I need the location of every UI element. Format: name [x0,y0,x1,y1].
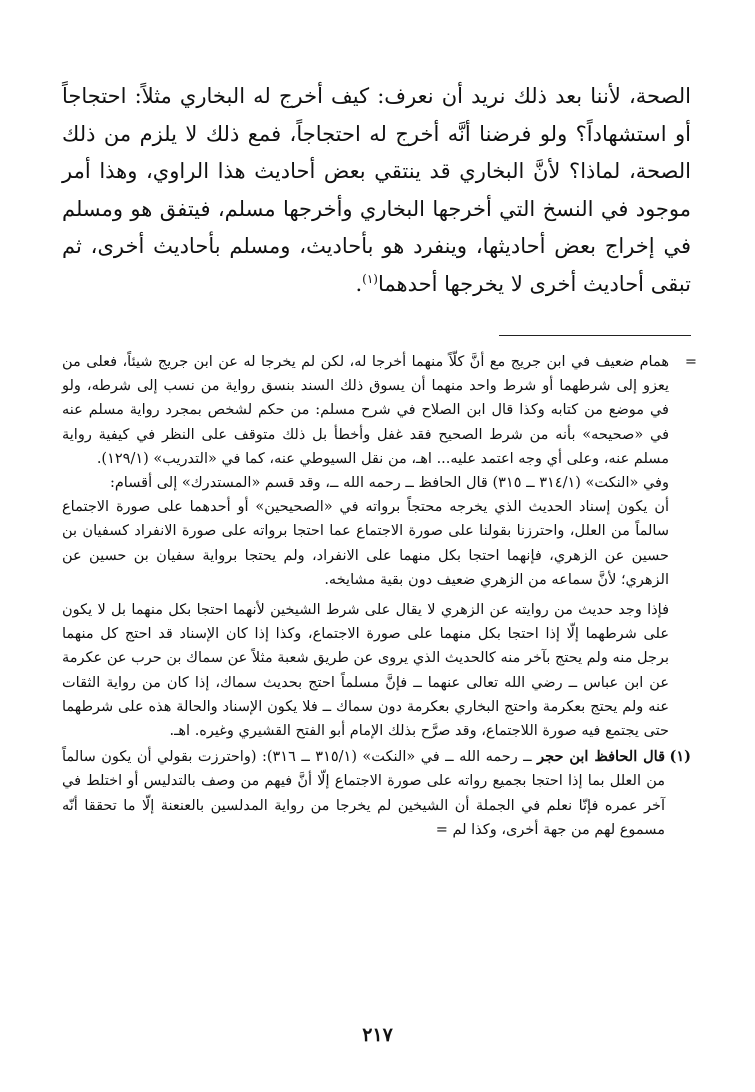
footnote-lead: قال الحافظ ابن حجر [537,748,666,766]
main-paragraph [62,78,691,303]
page-number: ٢١٧ [362,1024,393,1046]
main-text: الصحة، لأننا بعد ذلك نريد أن نعرف: كيف أخرج له البخاري مثلاً: احتجاجاً أو استشهاداً؟ ولو فرضنا أنَّه أخرج له احتجاجاً، فمع ذلك لا يلزم من ذلك الصحة، لماذا؟ لأنَّ البخاري قد ينتقي بعض أحاديث هذا الراوي، وهذا أمر موجود في النسخ التي أخرجها البخاري وأخرجها مسلم، فيتفق هو ومسلم في إخراج بعض أحاديثها، وينفرد هو بأحاديث، ومسلم بأحاديث أخرى، ثم تبقى أحاديث أخرى لا يخرجها أحدهما [62,84,691,296]
footnote-number: (١) [669,748,691,766]
continued-note [62,350,697,743]
note-paragraph: أن يكون إسناد الحديث الذي يخرجه محتجاً برواته في «الصحيحين» أو أحدهما على صورة الاجتماع سالماً من العلل، واحترزنا بقولنا على صورة الاجتماع عما احتجا برواته على صورة الانفراد كسفيان بن حسين عن الزهري، فإنهما احتجا بكل منهما على الانفراد، ولم يحتجا برواية سفيان بن حسين عن الزهري؛ لأنَّ سماعه من الزهري ضعيف دون بقية مشايخه. [62,499,669,588]
continuation-marker: = [684,354,697,370]
note-paragraph: وفي «النكت» (٣١٤/١ ــ ٣١٥) قال الحافظ ــ رحمه الله ــ، وقد قسم «المستدرك» إلى أقسام: [109,475,669,492]
note-paragraph: فإذا وجد حديث من روايته عن الزهري لا يقال على شرط الشيخين لأنهما احتجا بكل منهما بل لا يكون على شرطهما إلّا إذا احتجا بكل منهما على صورة الاجتماع، وكذا إذا كان الإسناد قد احتج كل منهما برجل منه ولم يحتج بآخر منه كالحديث الذي يروى عن طريق شعبة مثلاً عن سماك بن حرب عن عكرمة عن ابن عباس ــ رضي الله تعالى عنهما ــ فإنَّ مسلماً احتج بحديث سماك، إذا كان من رواية الثقات عنه ولم يحتج بعكرمة واحتج البخاري بعكرمة دون سماك ــ فلا يكون الإسناد والحالة هذه على شرطهما حتى يجتمع فيه صورة اللاجتماع، وقد صرَّح بذلك الإمام أبو الفتح القشيري وغيره. اهـ. [62,602,669,740]
footnote-reference: (١) [362,271,378,286]
footnote-1 [62,745,691,842]
main-end-punct: . [355,271,363,296]
footnote-text [62,745,665,842]
footnote-separator [499,335,691,336]
note-paragraph: همام ضعيف في ابن جريج مع أنَّ كلّاً منهما أخرجا له، لكن لم يخرجا له عن ابن جريج شيئاً، فعلى من يعزو إلى شرطهما أو شرط واحد منهما أن يسوق ذلك السند بنسق رواية من نسب إلى شرطه، ولو في موضع من كتابه وكذا قال ابن الصلاح في شرح مسلم: من حكم لشخص بمجرد رواية مسلم عنه في «صحيحه» بأنه من شرط الصحيح فقد غفل وأخطأ بل ذلك متوقف على النظر في كيفية رواية مسلم عنه، وعلى أي وجه اعتمد عليه... اهـ، من نقل السيوطي عنه، كما في «التدريب» (١٢٩/١). [62,354,669,467]
footnote-body: ــ رحمه الله ــ في «النكت» (٣١٥/١ ــ ٣١٦): (واحترزت بقولي أن يكون سالماً من العلل بما إذا احتجا بجميع رواته على صورة الاجتماع إلّا أنَّ فيهم من وصف بالتدليس أو اختلط في آخر عمره فإنّا نعلم في الجملة أن الشيخين لم يخرجا من رواية المدلسين بالعنعنة إلّا ما تحققا أنّه مسموع لهم من جهة أخرى، وكذا لم = [62,749,665,838]
continued-note-body [62,350,669,743]
